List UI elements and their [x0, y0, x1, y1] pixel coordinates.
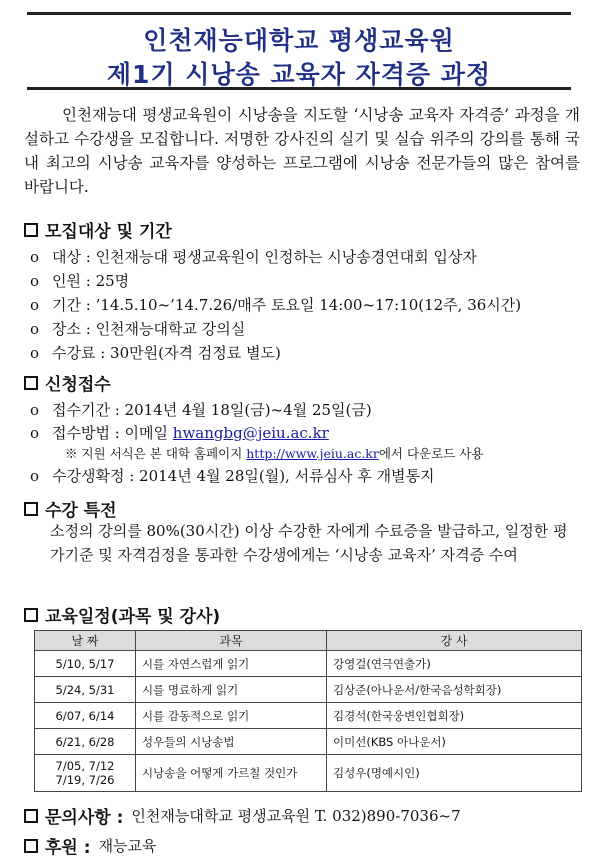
section-heading-text: 후원 :	[45, 838, 91, 858]
list-item	[30, 270, 129, 291]
cell-lecturer: 김경석(한국웅변인협회장)	[327, 703, 582, 729]
cell-lecturer: 강영걸(연극연출가)	[327, 651, 582, 677]
cell-date: 6/21, 6/28	[35, 729, 136, 755]
bullet-icon: o	[30, 424, 40, 442]
table-row	[35, 729, 582, 755]
contact-text: 인천재능대학교 평생교육원 T. 032)890-7036~7	[131, 807, 461, 825]
intro-text: 인천재능대 평생교육원이 시낭송을 지도할 ‘시낭송 교육자 자격증’ 과정을 개설하고 수강생을 모집합니다. 저명한 강사진의 실기 및 실습 위주의 강의를 통해 국내 최고의 시낭송 교육자를 양성하는 프로그램에 시낭송 전문가들의 많은 참여를 바랍니다.	[24, 106, 580, 196]
table-row	[35, 703, 582, 729]
sponsor-text: 재능교육	[98, 837, 157, 855]
section-heading-text: 모집대상 및 기간	[45, 222, 172, 242]
title-box	[27, 12, 571, 90]
section-apply-heading	[24, 370, 111, 395]
item-text: 대상 : 인천재능대 평생교육원이 인정하는 시낭송경연대회 입상자	[52, 248, 477, 266]
cell-subject: 시를 명료하게 읽기	[136, 677, 327, 703]
item-text: 장소 : 인천재능대학교 강의실	[52, 320, 246, 338]
table-row	[35, 755, 582, 792]
bullet-icon: o	[30, 248, 40, 266]
checkbox-square-icon	[24, 608, 38, 622]
cell-lecturer: 이미선(KBS 아나운서)	[327, 729, 582, 755]
intro-paragraph	[24, 103, 580, 199]
section-contact	[24, 803, 461, 828]
cell-date-line-1: 7/05, 7/12	[55, 759, 115, 773]
list-item	[30, 318, 245, 339]
section-heading-text: 교육일정(과목 및 강사)	[45, 607, 221, 627]
note-text: ※ 지원 서식은 본 대학 홈페이지	[65, 446, 247, 461]
email-link[interactable]: hwangbg@jeiu.ac.kr	[172, 424, 329, 442]
column-header-subject: 과목	[136, 631, 327, 651]
list-item	[30, 294, 521, 315]
title-line-2: 제1기 시낭송 교육자 자격증 과정	[106, 60, 492, 89]
list-item	[30, 399, 372, 420]
homepage-link[interactable]: http://www.jeiu.ac.kr	[246, 446, 379, 461]
section-heading-text: 문의사항 :	[45, 808, 124, 828]
item-text: 수강생확정 : 2014년 4월 28일(월), 서류심사 후 개별통지	[52, 467, 435, 485]
list-item	[30, 422, 329, 443]
cell-date-line-2: 7/19, 7/26	[55, 773, 115, 787]
checkbox-square-icon	[24, 502, 38, 516]
benefit-text: 소정의 강의를 80%(30시간) 이상 수강한 자에게 수료증을 발급하고, 일정한 평가기준 및 자격검정을 통과한 수강생에게는 ‘시낭송 교육자’ 자격증 수여	[50, 522, 568, 564]
section-sponsor	[24, 833, 157, 858]
cell-subject: 성우들의 시낭송법	[136, 729, 327, 755]
note-text: 에서 다운로드 사용	[378, 446, 484, 461]
section-heading-text: 신청접수	[45, 375, 111, 395]
table-row	[35, 677, 582, 703]
checkbox-square-icon	[24, 223, 38, 237]
checkbox-square-icon	[24, 809, 38, 823]
checkbox-square-icon	[24, 839, 38, 853]
bullet-icon: o	[30, 320, 40, 338]
cell-date: 6/07, 6/14	[35, 703, 136, 729]
item-text: 기간 : ’14.5.10~’14.7.26/매주 토요일 14:00~17:10(12주, 36시간)	[52, 296, 522, 314]
cell-date: 5/24, 5/31	[35, 677, 136, 703]
column-header-date: 날 짜	[35, 631, 136, 651]
cell-lecturer: 김상준(아나운서/한국음성학회장)	[327, 677, 582, 703]
table-row	[35, 651, 582, 677]
item-text: 접수기간 : 2014년 4월 18일(금)~4월 25일(금)	[52, 401, 372, 419]
list-item	[30, 465, 435, 486]
list-item	[30, 342, 281, 363]
bullet-icon: o	[30, 467, 40, 485]
cell-subject: 시를 자연스럽게 읽기	[136, 651, 327, 677]
section-heading-text: 수강 특전	[45, 501, 117, 521]
bullet-icon: o	[30, 272, 40, 290]
schedule-table	[34, 630, 582, 792]
item-text: 접수방법 : 이메일	[52, 424, 173, 442]
bullet-icon: o	[30, 344, 40, 362]
section-benefit-heading	[24, 496, 117, 521]
item-text: 수강료 : 30만원(자격 검정료 별도)	[52, 344, 281, 362]
item-text: 인원 : 25명	[52, 272, 130, 290]
section-recruit-heading	[24, 217, 172, 242]
title-line-1: 인천재능대학교 평생교육원	[143, 26, 455, 55]
list-item	[30, 246, 477, 267]
cell-lecturer: 김성우(명예시인)	[327, 755, 582, 792]
cell-subject: 시낭송을 어떻게 가르칠 것인가	[136, 755, 327, 792]
bullet-icon: o	[30, 296, 40, 314]
note	[65, 444, 483, 462]
cell-date	[35, 755, 136, 792]
cell-subject: 시를 감동적으로 읽기	[136, 703, 327, 729]
table-header-row	[35, 631, 582, 651]
bullet-icon: o	[30, 401, 40, 419]
column-header-lecturer: 강 사	[327, 631, 582, 651]
cell-date: 5/10, 5/17	[35, 651, 136, 677]
section-schedule-heading	[24, 602, 220, 627]
checkbox-square-icon	[24, 376, 38, 390]
